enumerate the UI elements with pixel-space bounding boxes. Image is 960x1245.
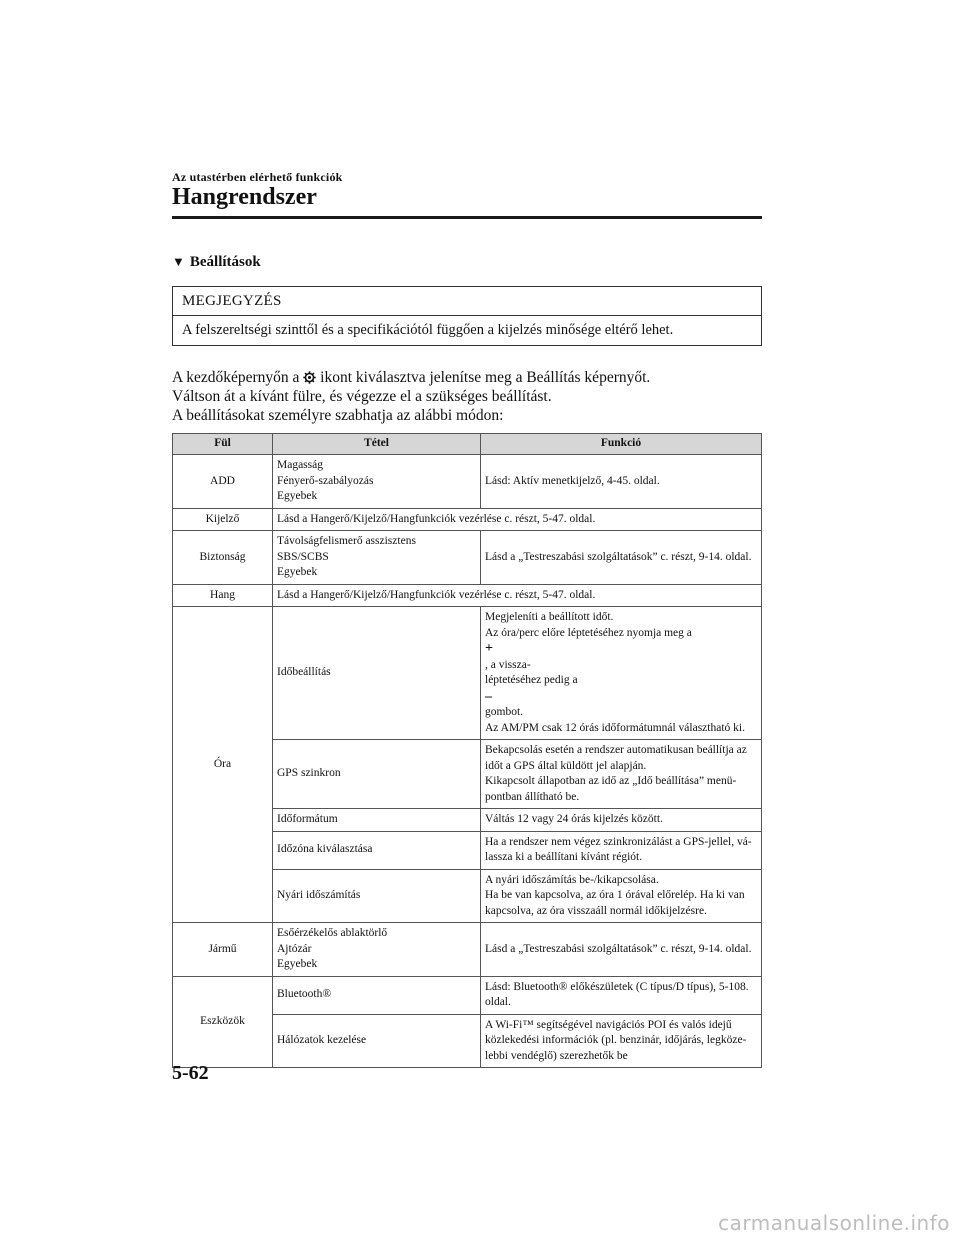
item-line: Egyebek [277, 490, 318, 502]
func-line: Megjeleníti a beállított időt. [485, 611, 614, 623]
item-line: Távolságfelismerő asszisztens [277, 535, 416, 547]
func-text: gombot. [485, 706, 524, 718]
table-row-devices-bluetooth [173, 976, 762, 1014]
tab-cell-vehicle: Jármű [173, 923, 273, 977]
item-line: Egyebek [277, 566, 318, 578]
func-cell-timezone [481, 831, 762, 869]
func-line: lebbi vendéglő) szerezhetők be [485, 1049, 628, 1062]
table-row-clock-time [173, 607, 762, 740]
watermark[interactable]: carmanualsonline.info [718, 1211, 950, 1235]
func-line: pontban állítható be. [485, 790, 580, 803]
chapter-label: Az utastérben elérhető funkciók [172, 170, 343, 184]
item-line: Magasság [277, 459, 323, 471]
func-line: Az AM/PM csak 12 órás időformátumnál választható ki. [485, 721, 745, 734]
tab-cell-devices: Eszközök [173, 976, 273, 1068]
func-cell-dst [481, 869, 762, 923]
intro-line-2: Váltson át a kívánt fülre, és végezze el a szükséges beállítást. [172, 388, 552, 405]
plus-icon: + [485, 641, 493, 656]
func-cell-bluetooth [481, 976, 762, 1014]
func-line: A nyári időszámítás be-/kikapcsolása. [485, 873, 659, 886]
func-cell-vehicle: Lásd a „Testreszabási szolgáltatások” c. részt, 9-14. oldal. [481, 923, 762, 977]
page-title: Hangrendszer [172, 184, 317, 210]
item-cell-add [273, 455, 481, 509]
section-marker-icon: ▼ [172, 254, 185, 269]
func-line: Lásd: Bluetooth® előkészületek (C típus/D típus), 5-108. [485, 980, 749, 993]
func-line: Ha a rendszer nem végez szinkronizálást a GPS-jellel, vá- [485, 835, 752, 848]
func-cell-safety: Lásd a „Testreszabási szolgáltatások” c. részt, 9-14. oldal. [481, 531, 762, 585]
span-cell-display: Lásd a Hangerő/Kijelző/Hangfunkciók vezérlése c. részt, 5-47. oldal. [273, 508, 762, 531]
item-cell-network: Hálózatok kezelése [273, 1014, 481, 1068]
table-row-vehicle [173, 923, 762, 977]
item-cell-bluetooth: Bluetooth® [273, 976, 481, 1014]
func-text: Az óra/perc előre léptetéséhez nyomja meg a [485, 626, 692, 639]
func-line: oldal. [485, 996, 511, 1008]
item-line: SBS/SCBS [277, 550, 329, 563]
table-row-add [173, 455, 762, 509]
item-cell-gps: GPS szinkron [273, 740, 481, 809]
tab-cell-display: Kijelző [173, 508, 273, 531]
func-line: kapcsolva, az óra visszaáll normál időkijelzésre. [485, 904, 707, 917]
item-line: Ajtózár [277, 942, 312, 955]
table-row-display [173, 508, 762, 531]
intro-line-1 [172, 368, 650, 387]
func-text: léptetéséhez pedig a [485, 674, 578, 686]
minus-icon: – [485, 688, 492, 704]
func-line: A Wi-Fi™ segítségével navigációs POI és valós idejű [485, 1018, 732, 1031]
section-title: Beállítások [189, 254, 261, 270]
page-number: 5-62 [172, 1062, 209, 1084]
note-heading: MEGJEGYZÉS [173, 287, 761, 316]
func-cell-format: Váltás 12 vagy 24 órás kijelzés között. [481, 809, 762, 832]
intro-line-1-before: A kezdőképernyőn a [172, 369, 304, 386]
func-line: lassza ki a beállítani kívánt régiót. [485, 851, 643, 863]
func-line: Ha be van kapcsolva, az óra 1 órával előrelép. Ha ki van [485, 889, 745, 901]
intro-text [172, 368, 650, 425]
settings-table [172, 433, 762, 1068]
func-cell-time-setting [481, 607, 762, 740]
tab-cell-clock: Óra [173, 607, 273, 923]
func-cell-gps [481, 740, 762, 809]
item-cell-safety [273, 531, 481, 585]
func-line: közlekedési információk (pl. benzinár, időjárás, legköze- [485, 1034, 747, 1046]
func-cell-network [481, 1014, 762, 1068]
item-line: Fényerő-szabályozás [277, 474, 374, 487]
note-text: A felszereltségi szinttől és a specifikációtól függően a kijelzés minősége eltérő lehet. [182, 322, 674, 338]
table-header-row [173, 434, 762, 455]
title-rule [172, 216, 762, 219]
item-line: Esőérzékelős ablaktörlő [277, 927, 388, 939]
table-row-sound [173, 584, 762, 607]
func-cell-add: Lásd: Aktív menetkijelző, 4-45. oldal. [481, 455, 762, 509]
section-heading [172, 254, 261, 271]
gear-icon [303, 371, 316, 384]
intro-line-1-after: ikont kiválasztva jelenítse meg a Beállítás képernyőt. [316, 369, 651, 386]
func-text: , a vissza- [485, 658, 531, 671]
tab-cell-sound: Hang [173, 584, 273, 607]
item-cell-vehicle [273, 923, 481, 977]
func-line: Kikapcsolt állapotban az idő az „Idő beállítása” menü- [485, 775, 737, 787]
tab-cell-add: ADD [173, 455, 273, 509]
item-cell-time-setting: Időbeállítás [273, 607, 481, 740]
note-box [172, 286, 762, 346]
tab-cell-safety: Biztonság [173, 531, 273, 585]
item-line: Egyebek [277, 958, 318, 970]
item-cell-timezone: Időzóna kiválasztása [273, 831, 481, 869]
item-cell-format: Időformátum [273, 809, 481, 832]
header-funkcio: Funkció [481, 434, 762, 455]
intro-line-3: A beállításokat személyre szabhatja az alábbi módon: [172, 407, 504, 424]
span-cell-sound: Lásd a Hangerő/Kijelző/Hangfunkciók vezérlése c. részt, 5-47. oldal. [273, 584, 762, 607]
func-line [485, 626, 757, 674]
header-ful: Fül [173, 434, 273, 455]
item-cell-dst: Nyári időszámítás [273, 869, 481, 923]
func-line: Bekapcsolás esetén a rendszer automatikusan beállítja az [485, 744, 747, 756]
header-tetel: Tétel [273, 434, 481, 455]
table-row-safety [173, 531, 762, 585]
func-line [485, 673, 757, 721]
func-line: időt a GPS által küldött jel alapján. [485, 759, 647, 772]
